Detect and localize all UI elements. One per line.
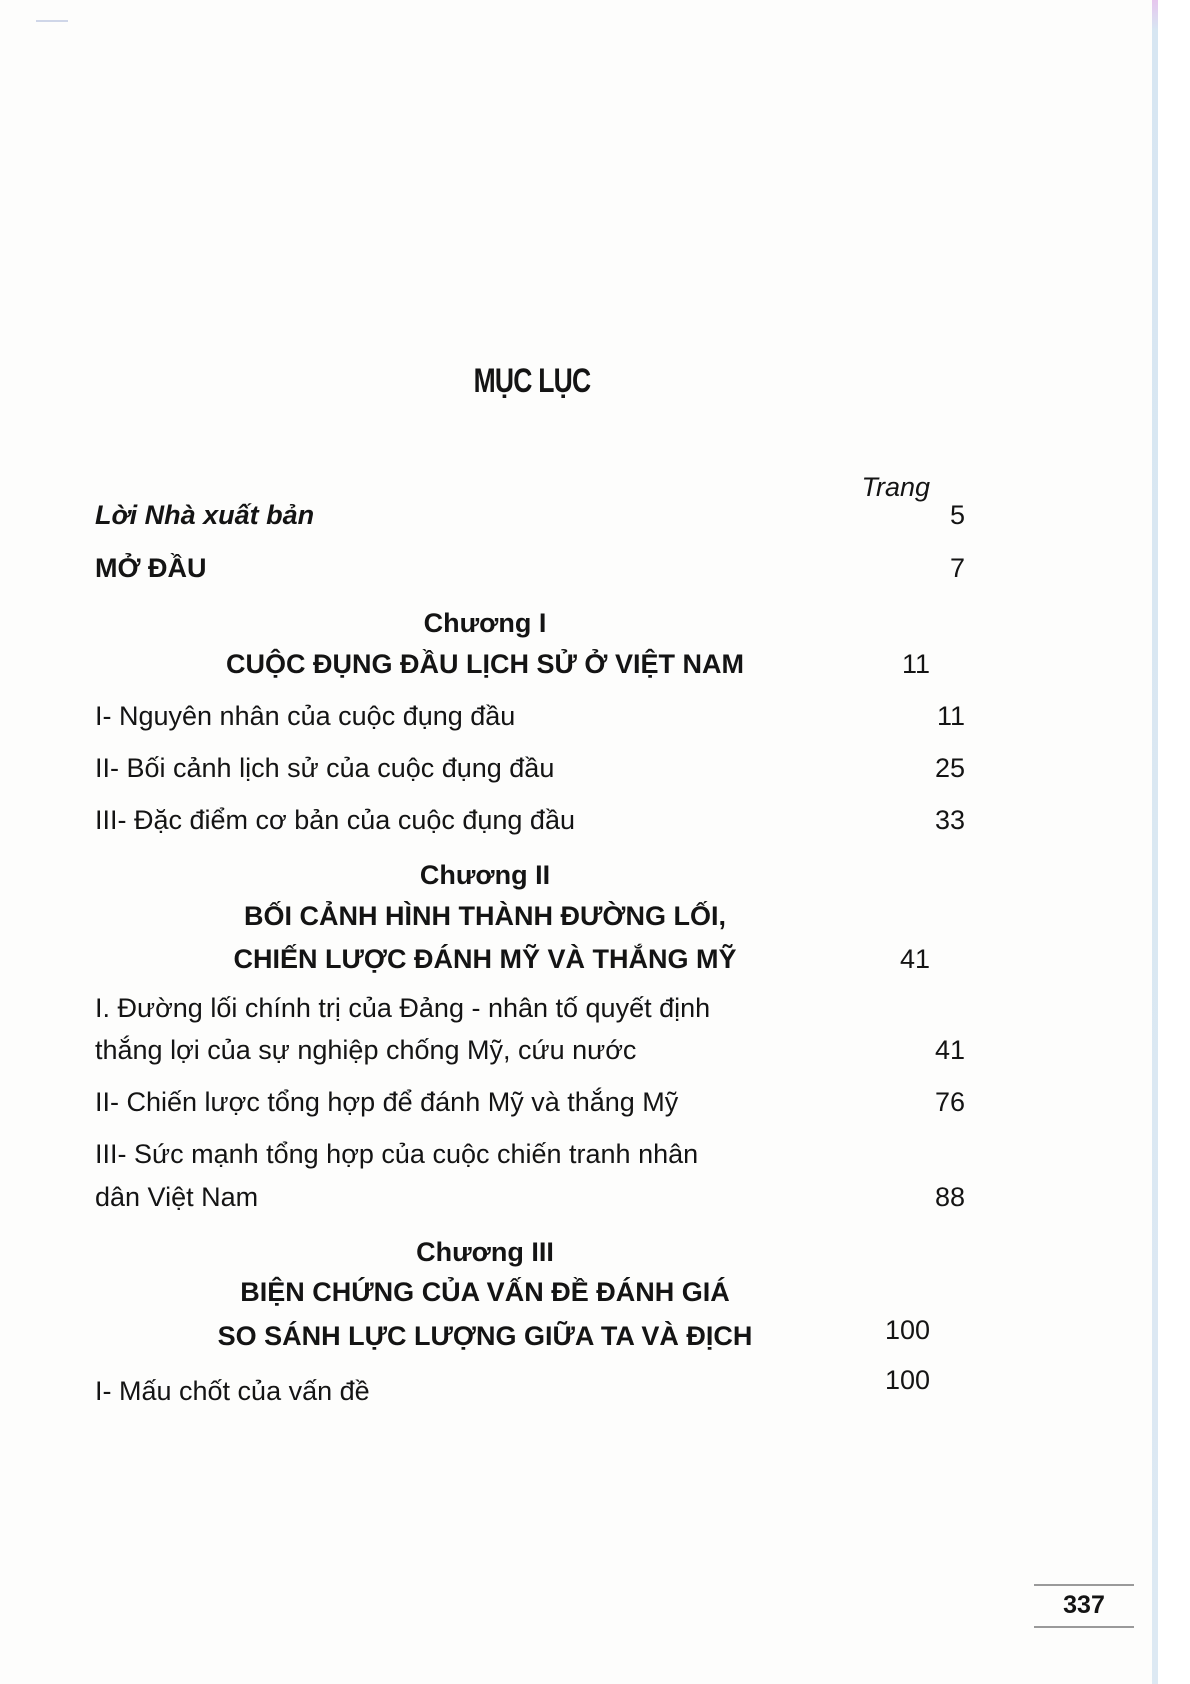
- toc-entry-label: dân Việt Nam: [95, 1182, 259, 1212]
- scan-mark: [36, 20, 68, 22]
- chapter-title[interactable]: CUỘC ĐỤNG ĐẦU LỊCH SỬ Ở VIỆT NAM: [226, 649, 744, 679]
- toc-section-entry[interactable]: [95, 797, 965, 843]
- toc-entry-label: II- Chiến lược tổng hợp để đánh Mỹ và thắng Mỹ: [95, 1087, 679, 1117]
- chapter-title[interactable]: BIỆN CHỨNG CỦA VẤN ĐỀ ĐÁNH GIÁ: [240, 1277, 730, 1307]
- toc-section-entry[interactable]: [95, 1368, 965, 1414]
- toc-entry-page: 33: [934, 805, 965, 835]
- toc-entry-label: III- Sức mạnh tổng hợp của cuộc chiến tranh nhân: [95, 1139, 699, 1169]
- page-number: 337: [1063, 1591, 1105, 1619]
- page-number-footer: [1030, 1584, 1138, 1628]
- toc-entry-label: Lời Nhà xuất bản: [95, 500, 315, 530]
- toc-section-entry-continued[interactable]: [95, 1027, 965, 1073]
- chapter-label: Chương I: [423, 608, 547, 638]
- toc-section-entry[interactable]: [95, 985, 965, 1031]
- toc-entry-page: 25: [934, 753, 965, 783]
- chapter-page: 100: [884, 1315, 930, 1345]
- toc-section-entry[interactable]: [95, 1131, 965, 1177]
- toc-section-entry[interactable]: [95, 745, 965, 791]
- chapter-title[interactable]: SO SÁNH LỰC LƯỢNG GIỮA TA VÀ ĐỊCH: [217, 1321, 753, 1351]
- toc-entry-label: II- Bối cảnh lịch sử của cuộc đụng đầu: [95, 753, 555, 783]
- toc-entry-page: 88: [934, 1182, 965, 1212]
- chapter-title[interactable]: CHIẾN LƯỢC ĐÁNH MỸ VÀ THẮNG MỸ: [233, 944, 737, 974]
- toc-entry-label: thắng lợi của sự nghiệp chống Mỹ, cứu nước: [95, 1035, 637, 1065]
- toc-entry-label: III- Đặc điểm cơ bản của cuộc đụng đầu: [95, 805, 575, 835]
- chapter-label: Chương III: [416, 1237, 554, 1267]
- toc-entry-page: 76: [934, 1087, 965, 1117]
- toc-entry-label: I- Nguyên nhân của cuộc đụng đầu: [95, 701, 516, 731]
- toc-entry-page: 7: [949, 553, 965, 583]
- toc-entry-page: 41: [934, 1035, 965, 1065]
- toc-section-entry[interactable]: [95, 1079, 965, 1125]
- chapter-label: Chương II: [419, 860, 551, 890]
- chapter-title[interactable]: BỐI CẢNH HÌNH THÀNH ĐƯỜNG LỐI,: [244, 901, 726, 931]
- toc-entry-introduction[interactable]: [95, 545, 965, 591]
- toc-entry-page: 100: [884, 1365, 930, 1395]
- toc-entry-publisher-note[interactable]: [95, 492, 965, 538]
- page-column-header: Trang: [861, 472, 930, 502]
- toc-entry-page: 11: [936, 701, 965, 731]
- toc-entry-label: MỞ ĐẦU: [95, 553, 207, 583]
- chapter-page: 41: [899, 944, 930, 974]
- toc-section-entry[interactable]: [95, 693, 965, 739]
- toc-entry-label: I. Đường lối chính trị của Đảng - nhân tố quyết định: [95, 993, 711, 1023]
- page-title: MỤC LỤC: [473, 362, 591, 400]
- toc-entry-page: 5: [949, 500, 965, 530]
- toc-section-entry-continued[interactable]: [95, 1174, 965, 1220]
- chapter-page: 11: [901, 649, 930, 679]
- toc-entry-label: I- Mấu chốt của vấn đề: [95, 1376, 370, 1406]
- page-edge: [1152, 0, 1158, 1684]
- divider: [1034, 1626, 1134, 1628]
